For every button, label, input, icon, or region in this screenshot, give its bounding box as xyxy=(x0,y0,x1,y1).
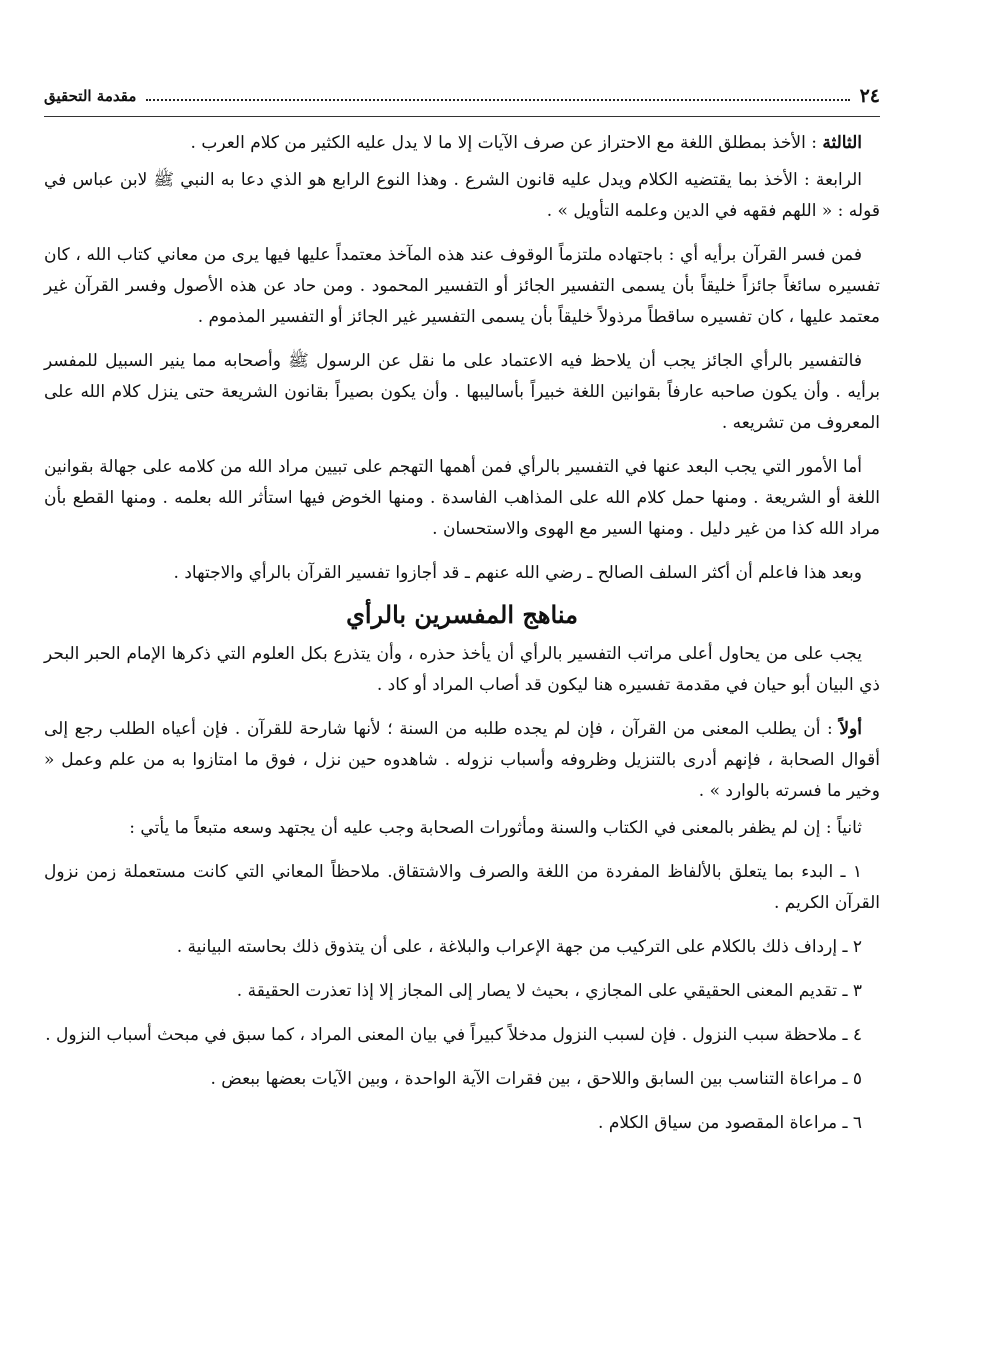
paragraph-label: أولاً xyxy=(839,719,862,739)
list-item-1: ١ ـ البدء بما يتعلق بالألفاظ المفردة من اللغة والصرف والاشتقاق. ملاحظاً المعاني التي كانت مستعملة زمن نزول القرآن الكريم . xyxy=(44,862,880,913)
paragraph-opinion: فمن فسر القرآن برأيه أي : باجتهاده ملتزماً الوقوف عند هذه المآخذ معتمداً عليها فيها يرى من معاني كتاب الله ، كان تفسيره سائغاً جائزاً خليقاً بأن يسمى التفسير الجائز أو التفسير المحمود . ومن حاد عن هذه الأصول وفسر القرآن غير معتمد عليها ، كان تفسيره ساقطاً مرذولاً خليقاً بأن يسمى التفسير غير الجائز أو التفسير المذموم . xyxy=(44,245,880,327)
running-title: مقدمة التحقيق xyxy=(44,87,137,105)
paragraph-text: : أن يطلب المعنى من القرآن ، فإن لم يجده طلبه من السنة ؛ لأنها شارحة للقرآن . فإن أعياه الطلب رجع إلى أقوال الصحابة ، فإنهم أدرى بالتنزيل وظروفه وأسباب نزوله . شاهدوه حين نزل ، فوق ما امتازوا به من علم وعمل « وخير ما فسرته بالوارد » . xyxy=(44,719,880,801)
paragraph-intro: يجب على من يحاول أعلى مراتب التفسير بالرأي أن يأخذ حذره ، وأن يتذرع بكل العلوم التي ذكرها الإمام الحبر البحر ذي البيان أبو حيان في مقدمة تفسيره هنا ليكون قد أصاب المراد أو كاد . xyxy=(44,644,880,695)
paragraph-text: : الأخذ بمطلق اللغة مع الاحتراز عن صرف الآيات إلا ما لا يدل عليه الكثير من كلام العرب . xyxy=(190,133,823,153)
paragraph-first xyxy=(44,714,880,807)
section-title: مناهج المفسرين بالرأي xyxy=(346,600,578,629)
list-item-2: ٢ ـ إرداف ذلك بالكلام على التركيب من جهة الإعراب والبلاغة ، على أن يتذوق ذلك بحاسته البيانية . xyxy=(176,937,862,957)
page-number: ٢٤ xyxy=(859,85,880,107)
list-item-5: ٥ ـ مراعاة التناسب بين السابق واللاحق ، بين فقرات الآية الواحدة ، وبين الآيات بعضها ببعض . xyxy=(210,1069,862,1089)
paragraph-permissible: فالتفسير بالرأي الجائز يجب أن يلاحظ فيه الاعتماد على ما نقل عن الرسول ﷺ وأصحابه مما ينير السبيل للمفسر برأيه . وأن يكون صاحبه عارفاً بقوانين اللغة خبيراً بأساليبها . وأن يكون بصيراً بقانون الشريعة حتى ينزل كلام الله على المعروف من تشريعه . xyxy=(44,351,880,433)
paragraph-fourth: الرابعة : الأخذ بما يقتضيه الكلام ويدل عليه قانون الشرع . وهذا النوع الرابع هو الذي دعا به النبي ﷺ لابن عباس في قوله : « اللهم فقهه في الدين وعلمه التأويل » . xyxy=(44,170,880,221)
header-rule xyxy=(44,116,880,117)
page-header xyxy=(44,82,880,110)
paragraph-label: الثالثة xyxy=(822,133,862,153)
list-item-3: ٣ ـ تقديم المعنى الحقيقي على المجازي ، بحيث لا يصار إلى المجاز إلا إذا تعذرت الحقيقة . xyxy=(236,981,862,1001)
header-dot-leader xyxy=(146,99,849,101)
list-item-4: ٤ ـ ملاحظة سبب النزول . فإن لسبب النزول مدخلاً كبيراً في بيان المعنى المراد ، كما سبق في مبحث أسباب النزول . xyxy=(45,1025,862,1045)
page-body xyxy=(44,128,880,1139)
list-item-6: ٦ ـ مراعاة المقصود من سياق الكلام . xyxy=(598,1113,862,1133)
paragraph-salaf: وبعد هذا فاعلم أن أكثر السلف الصالح ـ رضي الله عنهم ـ قد أجازوا تفسير القرآن بالرأي والاجتهاد . xyxy=(173,563,862,583)
paragraph-second: ثانياً : إن لم يظفر بالمعنى في الكتاب والسنة ومأثورات الصحابة وجب عليه أن يجتهد وسعه متبعاً ما يأتي : xyxy=(129,818,862,838)
paragraph-third xyxy=(44,128,880,159)
paragraph-avoid: أما الأمور التي يجب البعد عنها في التفسير بالرأي فمن أهمها التهجم على تبيين مراد الله من كلامه على جهالة بقوانين اللغة أو الشريعة . ومنها حمل كلام الله على المذاهب الفاسدة . ومنها الخوض فيها استأثر الله بعلمه . ومنها القطع بأن مراد الله كذا من غير دليل . ومنها السير مع الهوى والاستحسان . xyxy=(44,457,880,539)
